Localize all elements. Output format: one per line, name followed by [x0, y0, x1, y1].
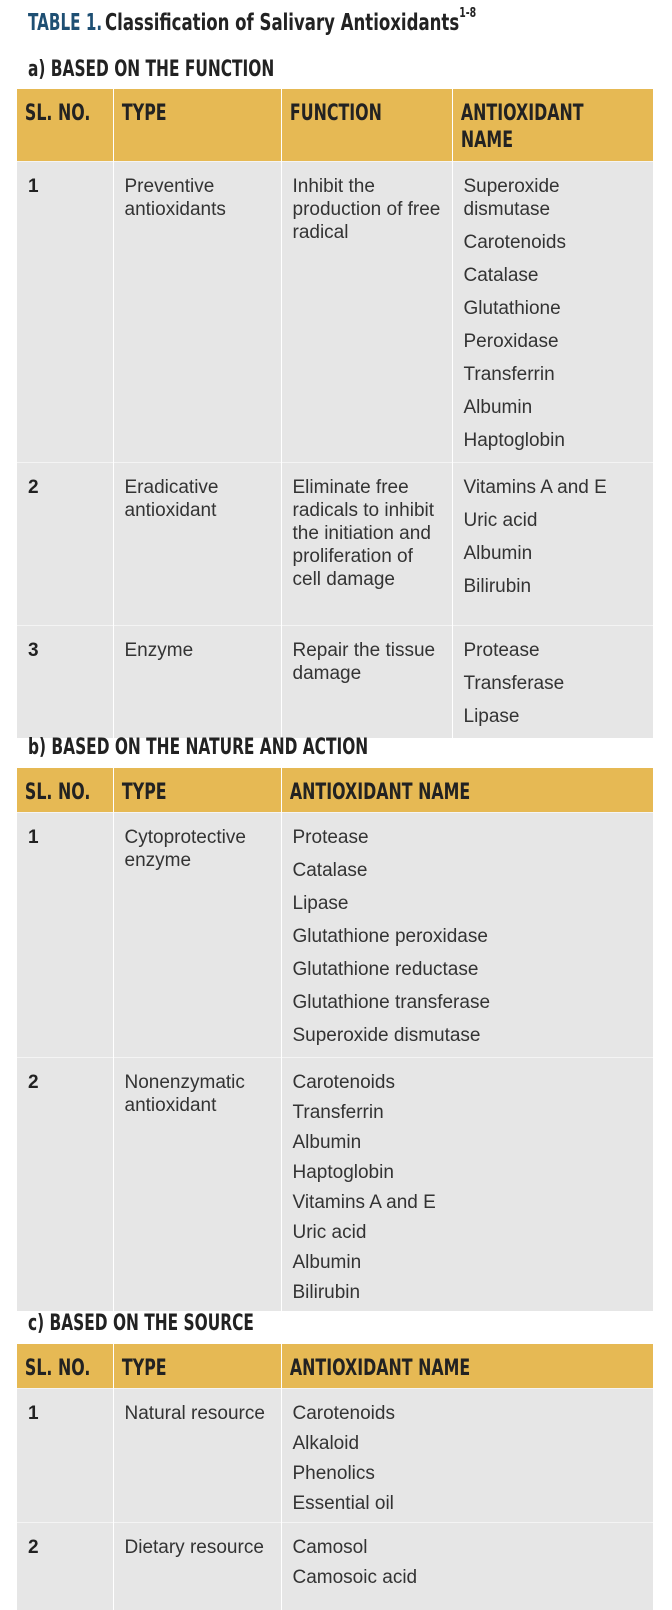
list-item: Transferrin	[463, 363, 555, 385]
list-item: Carotenoids	[292, 1071, 395, 1093]
list-item: Albumin	[463, 542, 533, 564]
header-row	[17, 768, 653, 812]
section-a-table	[17, 89, 653, 738]
list-item: Lipase	[292, 892, 349, 914]
row-type: Enzyme	[113, 625, 281, 738]
table-caption	[105, 6, 477, 36]
col-header-sl-no: SL. NO.	[17, 89, 113, 161]
row-antioxidant-names	[452, 462, 653, 625]
list-item: Phenolics	[292, 1462, 375, 1484]
row-number: 1	[17, 812, 113, 1057]
row-antioxidant-names	[281, 1057, 653, 1311]
section-b-heading: b) BASED ON THE NATURE AND ACTION	[28, 735, 369, 760]
table-row	[17, 1522, 653, 1610]
list-item: Glutathione peroxidase	[292, 925, 488, 947]
col-header-sl-no: SL. NO.	[17, 1344, 113, 1388]
table-row	[17, 812, 653, 1057]
row-number: 2	[17, 1057, 113, 1311]
list-item: Vitamins A and E	[292, 1191, 436, 1213]
row-type: Eradicative antioxidant	[113, 462, 281, 625]
list-item: Albumin	[463, 396, 533, 418]
row-function: Inhibit the production of free radical	[281, 161, 452, 462]
row-antioxidant-names	[452, 625, 653, 738]
row-function: Repair the tissue damage	[281, 625, 452, 738]
list-item: Camosol	[292, 1536, 368, 1558]
row-type: Nonenzymatic antioxidant	[113, 1057, 281, 1311]
table-row	[17, 1057, 653, 1311]
list-item: Catalase	[292, 859, 368, 881]
row-number: 2	[17, 462, 113, 625]
row-antioxidant-names	[281, 1388, 653, 1522]
header-row	[17, 89, 653, 161]
list-item: Glutathione	[463, 297, 561, 319]
list-item: Protease	[292, 826, 369, 848]
list-item: Lipase	[463, 705, 520, 727]
list-item: Uric acid	[292, 1221, 367, 1243]
list-item: Carotenoids	[463, 231, 566, 253]
list-item: Protease	[463, 639, 540, 661]
col-header-antioxidant-name: ANTIOXIDANT NAME	[281, 1344, 653, 1388]
row-type: Preventive antioxidants	[113, 161, 281, 462]
col-header-function: FUNCTION	[281, 89, 452, 161]
table-row	[17, 625, 653, 738]
row-function: Eliminate free radicals to inhibit the initiation and proliferation of cell damage	[281, 462, 452, 625]
list-item: Catalase	[463, 264, 539, 286]
row-number: 2	[17, 1522, 113, 1610]
col-header-sl-no: SL. NO.	[17, 768, 113, 812]
row-antioxidant-names	[452, 161, 653, 462]
list-item: Essential oil	[292, 1492, 394, 1514]
list-item: Glutathione reductase	[292, 958, 479, 980]
col-header-type: TYPE	[113, 768, 281, 812]
list-item: Bilirubin	[463, 575, 532, 597]
list-item: Peroxidase	[463, 330, 559, 352]
row-number: 1	[17, 1388, 113, 1522]
list-item: Bilirubin	[292, 1281, 361, 1303]
col-header-type: TYPE	[113, 89, 281, 161]
table-title	[28, 6, 620, 42]
list-item: Uric acid	[463, 509, 538, 531]
list-item: Glutathione transferase	[292, 991, 491, 1013]
section-a-heading: a) BASED ON THE FUNCTION	[28, 57, 275, 82]
section-b-table	[17, 768, 653, 1311]
table-row	[17, 1388, 653, 1522]
list-item: Haptoglobin	[292, 1161, 394, 1183]
row-antioxidant-names	[281, 1522, 653, 1610]
row-type: Natural resource	[113, 1388, 281, 1522]
table-row	[17, 161, 653, 462]
list-item: Transferrin	[292, 1101, 384, 1123]
col-header-antioxidant-name: ANTIOXIDANT NAME	[452, 89, 653, 161]
row-antioxidant-names	[281, 812, 653, 1057]
section-c-table	[17, 1344, 653, 1610]
list-item: Vitamins A and E	[463, 476, 607, 498]
list-item: Albumin	[292, 1131, 362, 1153]
header-row	[17, 1344, 653, 1388]
row-number: 3	[17, 625, 113, 738]
list-item: Alkaloid	[292, 1432, 360, 1454]
list-item: Camosoic acid	[292, 1566, 418, 1588]
col-header-type: TYPE	[113, 1344, 281, 1388]
section-c-heading: c) BASED ON THE SOURCE	[28, 1311, 254, 1336]
list-item: Superoxide dismutase	[292, 1024, 481, 1046]
list-item: Carotenoids	[292, 1402, 395, 1424]
list-item: Transferase	[463, 672, 565, 694]
list-item: Haptoglobin	[463, 429, 565, 451]
row-type: Dietary resource	[113, 1522, 281, 1610]
list-item: Superoxide dismutase	[463, 175, 560, 220]
row-number: 1	[17, 161, 113, 462]
table-caption-refs: 1-8	[459, 6, 477, 22]
table-label: TABLE 1.	[28, 10, 103, 36]
col-header-antioxidant-name: ANTIOXIDANT NAME	[281, 768, 653, 812]
list-item: Albumin	[292, 1251, 362, 1273]
table-row	[17, 462, 653, 625]
table-caption-text: Classification of Salivary Antioxidants	[105, 10, 460, 36]
row-type: Cytoprotective enzyme	[113, 812, 281, 1057]
